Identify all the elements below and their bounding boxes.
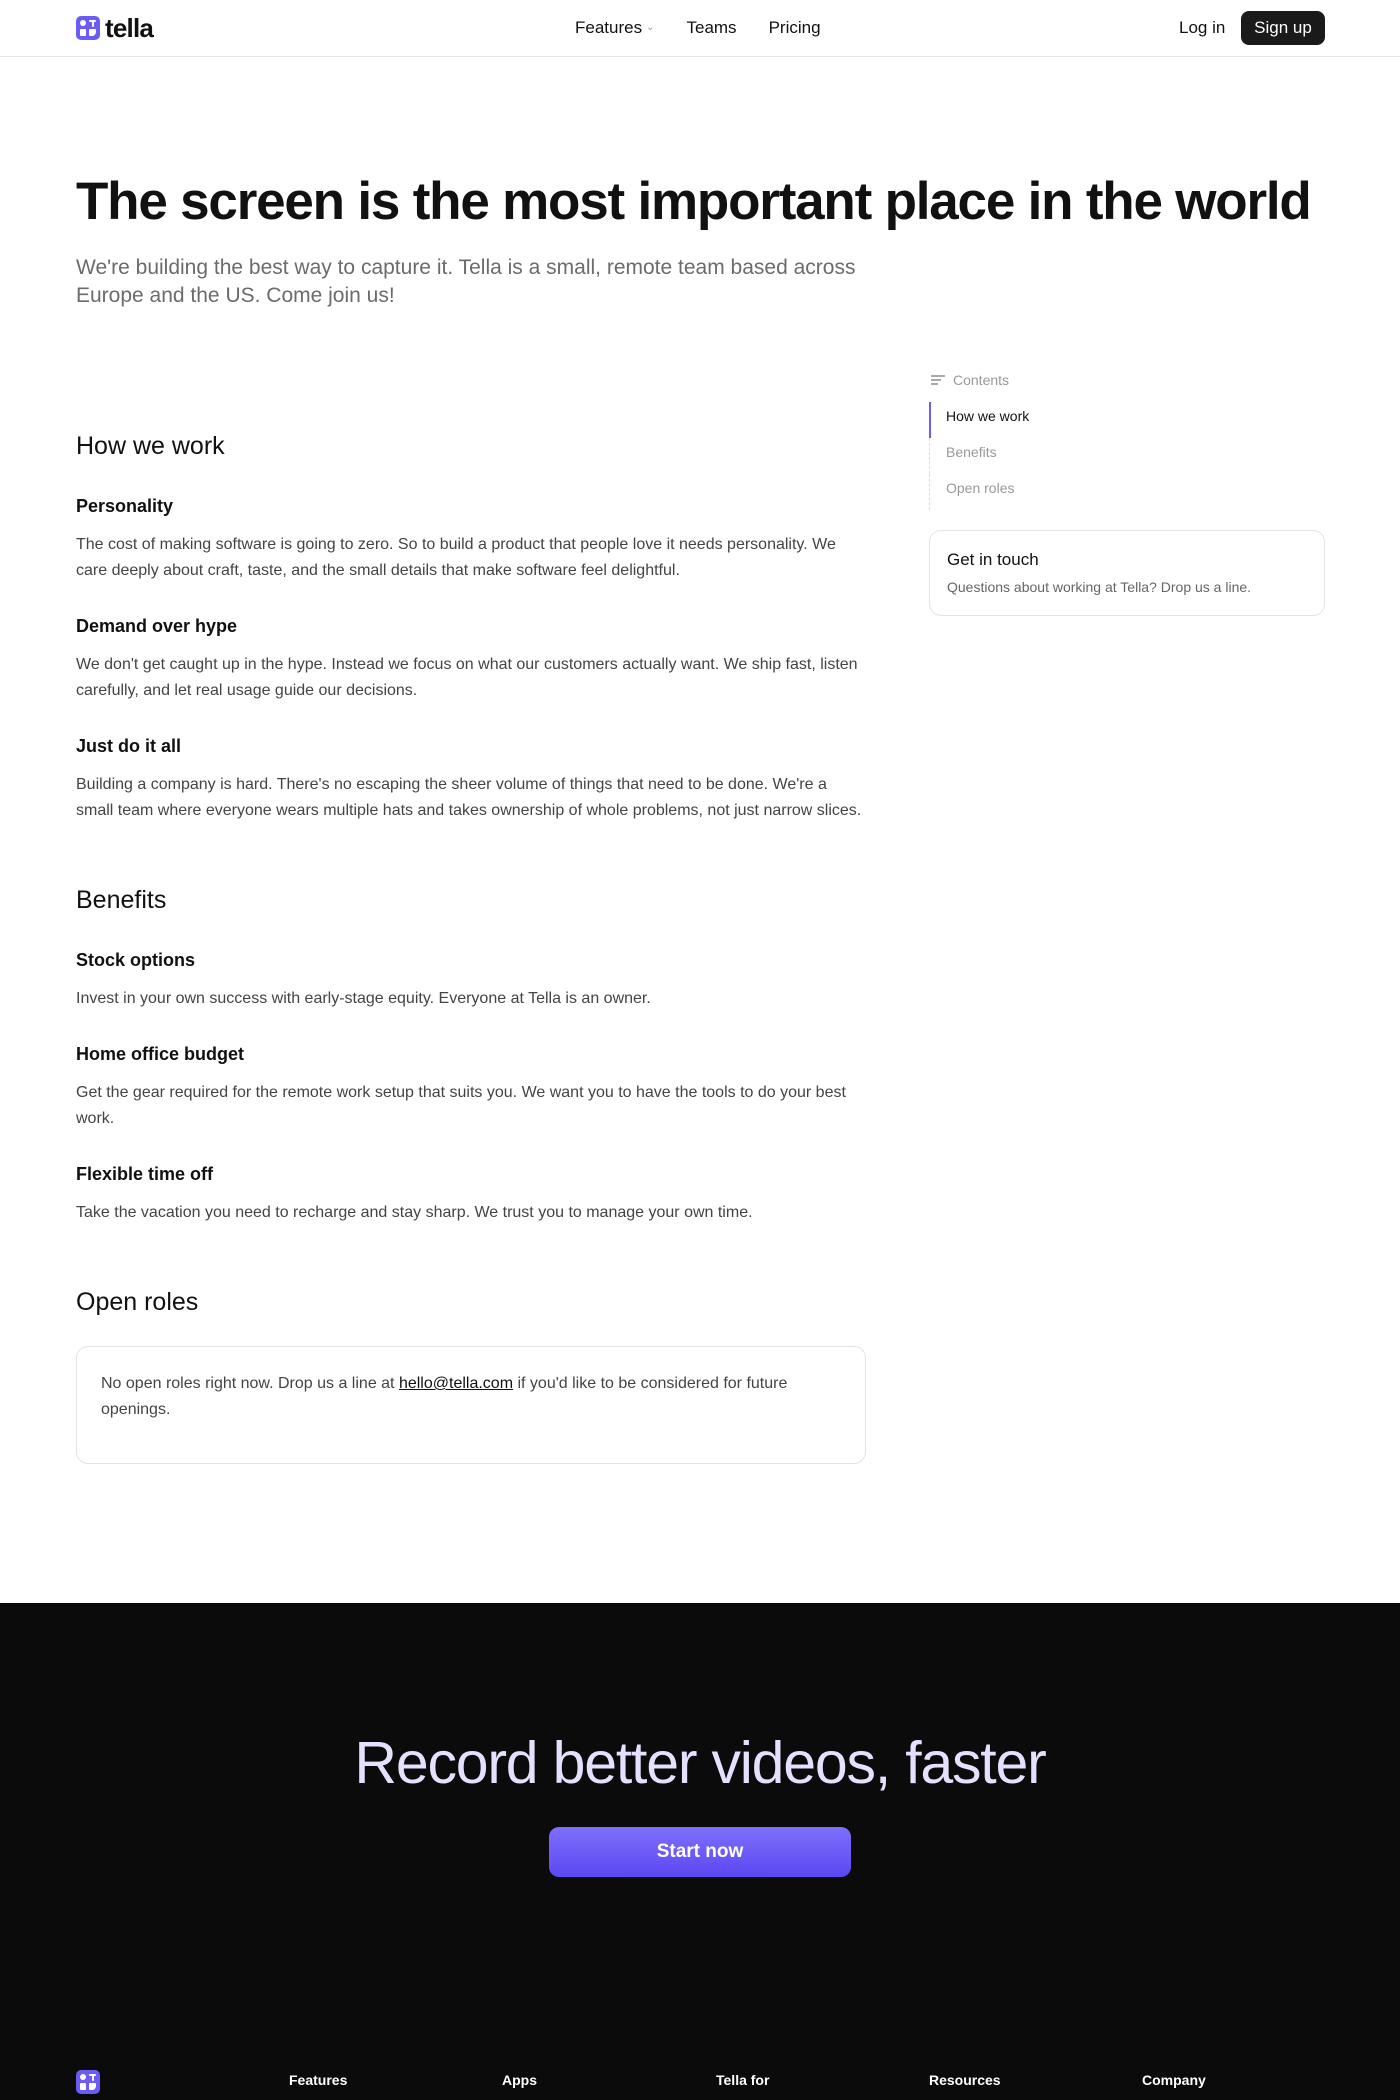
tella-logo-icon <box>76 16 100 40</box>
email-link[interactable]: hello@tella.com <box>398 1375 514 1392</box>
toc-heading-label: Contents <box>953 372 1010 388</box>
toc-list <box>929 402 1325 510</box>
login-link[interactable]: Log in <box>1179 18 1226 37</box>
page-subtitle: We're building the best way to capture it. Tella is a small, remote team based across Europe and the US. Come join us! <box>76 256 856 307</box>
main-nav <box>575 18 821 38</box>
main-content <box>76 430 866 1524</box>
tella-logo-text: tella <box>105 13 154 43</box>
list-item <box>76 948 866 1012</box>
nav-teams[interactable]: Teams <box>686 18 737 37</box>
footer-col-tella-for: Tella for <box>716 2072 770 2088</box>
open-roles-card <box>76 1346 866 1464</box>
item-body: Building a company is hard. There's no escaping the sheer volume of things that need to be done. We're a small team where everyone wears multiple hats and takes ownership of whole problems, not just narrow slices. <box>76 776 862 819</box>
item-title: Stock options <box>76 950 196 970</box>
item-title: Demand over hype <box>76 616 238 636</box>
toc-item-benefits[interactable]: Benefits <box>929 438 1325 474</box>
list-item <box>76 1042 866 1132</box>
footer-col-apps: Apps <box>502 2072 537 2088</box>
item-body: Get the gear required for the remote work setup that suits you. We want you to have the tools to do your best work. <box>76 1084 846 1127</box>
nav-features-label: Features <box>575 18 643 37</box>
item-title: Just do it all <box>76 736 182 756</box>
section-title: Benefits <box>76 886 167 914</box>
start-now-button[interactable]: Start now <box>549 1827 851 1877</box>
item-title: Personality <box>76 496 174 516</box>
item-body: The cost of making software is going to zero. So to build a product that people love it needs personality. We care deeply about craft, taste, and the small details that make software feel delightful. <box>76 536 836 579</box>
section-title: How we work <box>76 432 225 460</box>
top-nav <box>0 0 1400 57</box>
signup-button[interactable]: Sign up <box>1241 11 1325 45</box>
footer-col-resources: Resources <box>929 2072 1001 2088</box>
footer-col-features: Features <box>289 2072 348 2088</box>
tella-logo[interactable] <box>76 14 153 42</box>
list-icon <box>931 374 945 386</box>
section-how-we-work <box>76 430 866 824</box>
page-title: The screen is the most important place in the world <box>76 172 1311 231</box>
nav-features[interactable] <box>575 18 654 38</box>
toc-item-open-roles[interactable]: Open roles <box>929 474 1325 510</box>
cta-title: Record better videos, faster <box>354 1730 1046 1796</box>
item-title: Home office budget <box>76 1044 245 1064</box>
nav-pricing[interactable]: Pricing <box>768 18 821 37</box>
list-item <box>76 1162 866 1226</box>
list-item <box>76 614 866 704</box>
roles-text-before: No open roles right now. Drop us a line at <box>101 1375 399 1392</box>
get-in-touch-title: Get in touch <box>947 550 1039 569</box>
list-item <box>76 494 866 584</box>
section-benefits <box>76 884 866 1226</box>
item-body: Take the vacation you need to recharge and stay sharp. We trust you to manage your own time. <box>76 1204 753 1221</box>
section-open-roles <box>76 1286 866 1464</box>
roles-text-after: if you'd like to be considered for future openings. <box>101 1375 788 1418</box>
get-in-touch-subtitle: Questions about working at Tella? Drop us a line. <box>947 579 1252 595</box>
toc-heading <box>931 372 1325 388</box>
item-body: We don't get caught up in the hype. Instead we focus on what our customers actually want. We ship fast, listen carefully, and let real usage guide our decisions. <box>76 656 858 699</box>
item-title: Flexible time off <box>76 1164 214 1184</box>
table-of-contents <box>929 372 1325 616</box>
footer-col-company: Company <box>1142 2072 1206 2088</box>
chevron-down-icon: ⌄ <box>646 22 655 33</box>
toc-item-how-we-work[interactable]: How we work <box>929 402 1325 438</box>
cta-section <box>0 1603 1400 2100</box>
list-item <box>76 734 866 824</box>
get-in-touch-card[interactable] <box>929 530 1325 616</box>
section-title: Open roles <box>76 1288 199 1316</box>
open-roles-text <box>101 1371 841 1423</box>
item-body: Invest in your own success with early-stage equity. Everyone at Tella is an owner. <box>76 990 651 1007</box>
footer-logo-icon[interactable] <box>76 2070 100 2094</box>
